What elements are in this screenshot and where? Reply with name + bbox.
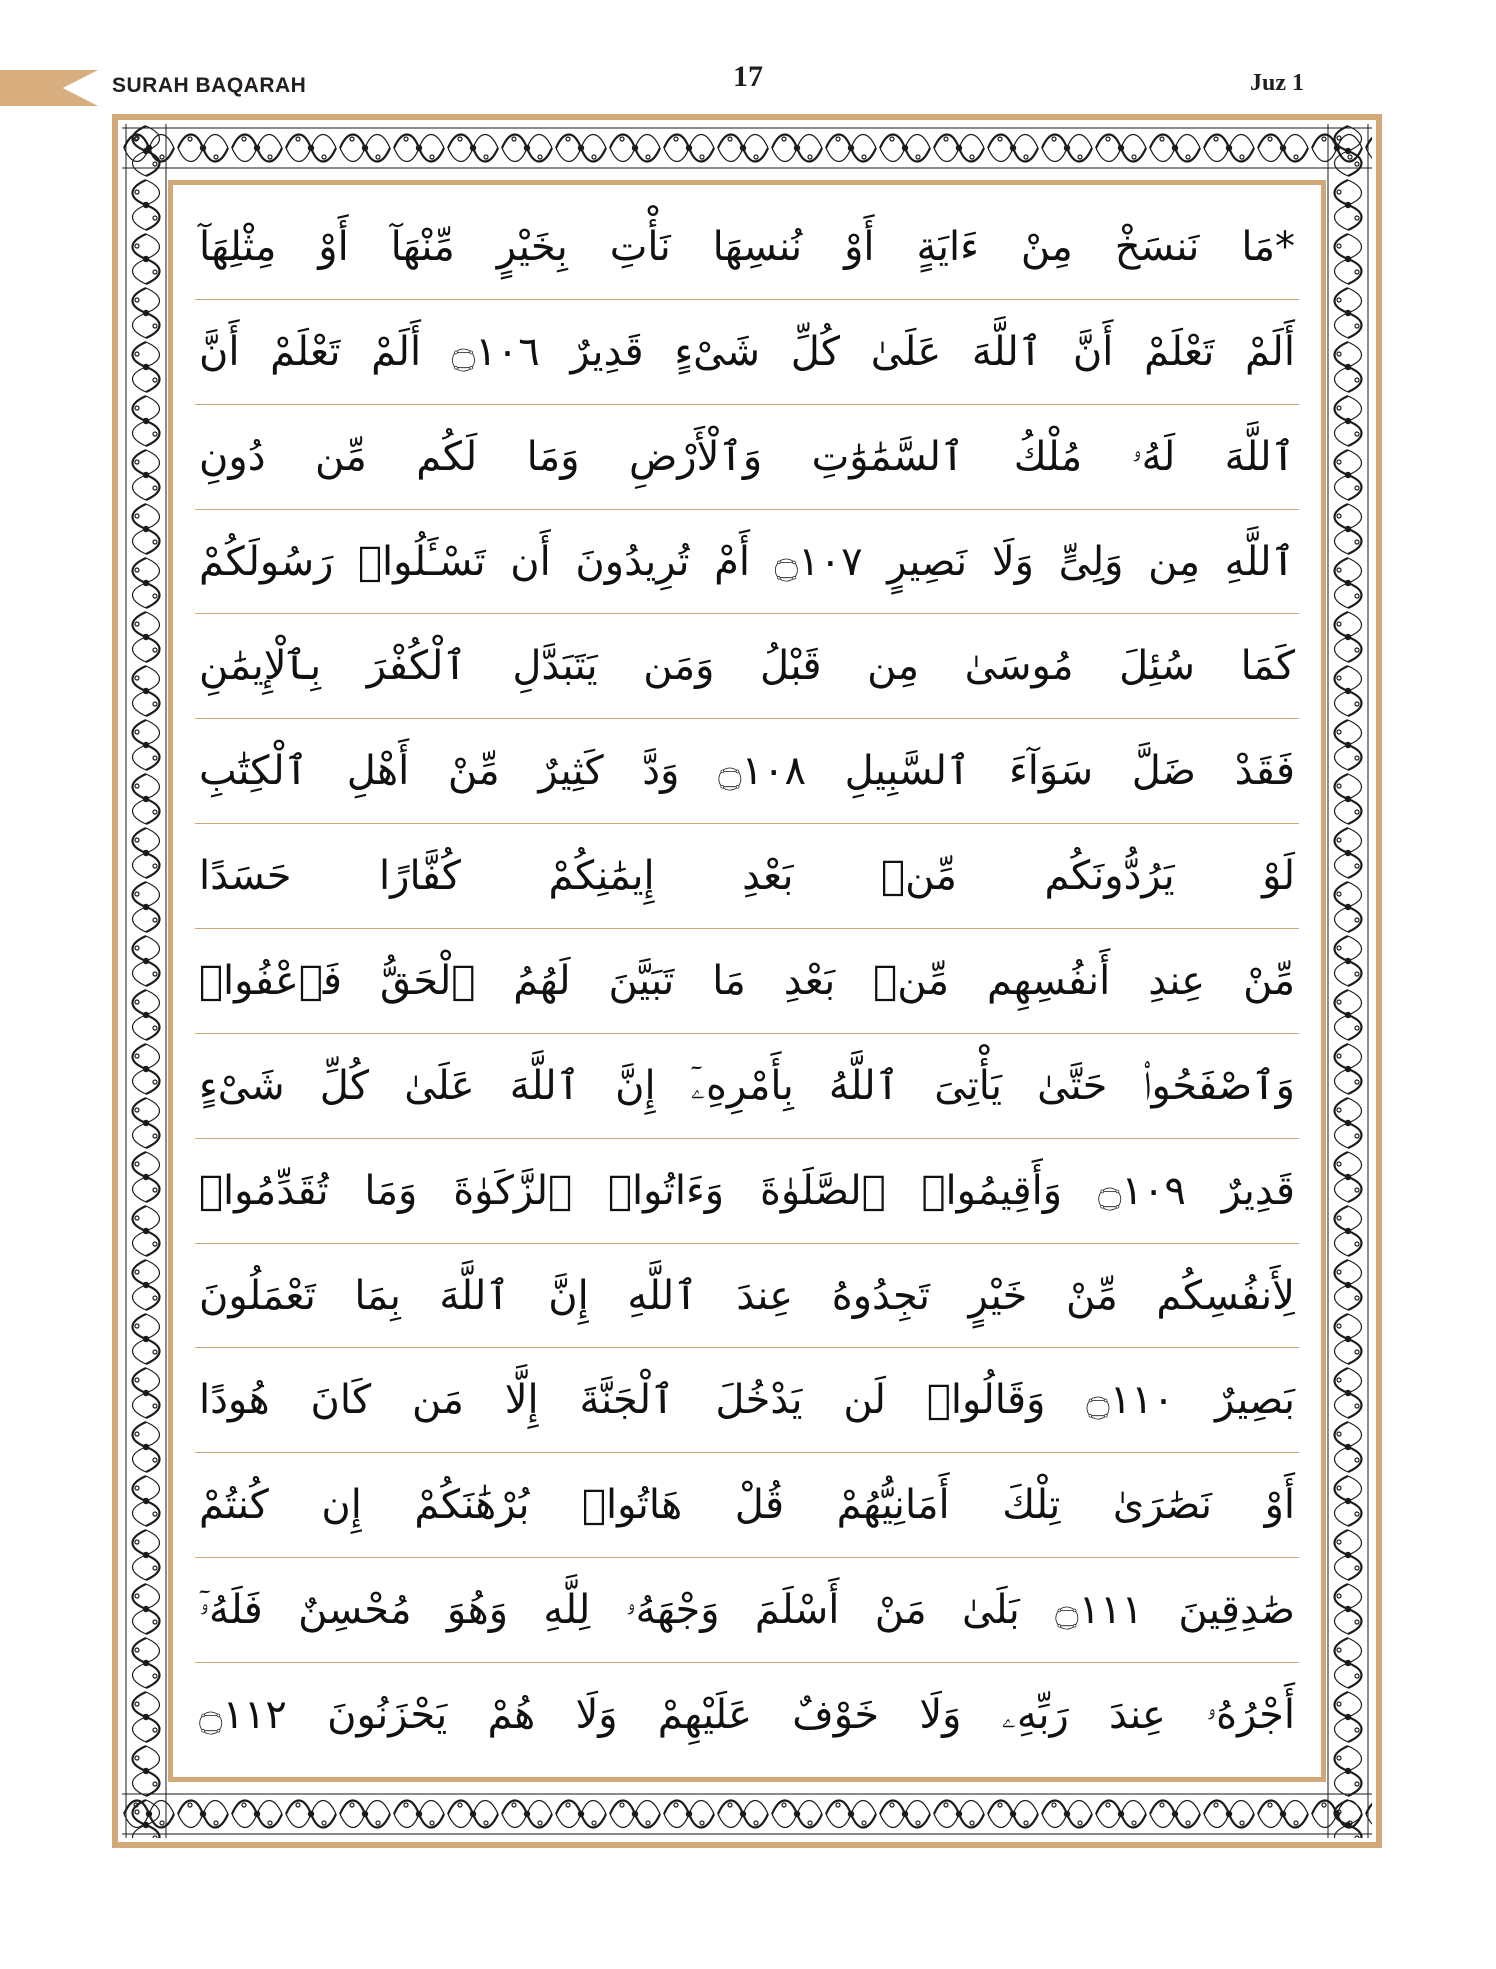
verse-line-text: أَجْرُهُۥ عِندَ رَبِّهِۦ وَلَا خَوْفٌ عَلَيْهِمْ وَلَا هُمْ يَحْزَنُونَ ۝١١٢ xyxy=(199,1691,1295,1738)
text-line xyxy=(195,824,1299,929)
text-line xyxy=(195,195,1299,300)
verse-line-text: قَدِيرٌ ۝١٠٩ وَأَقِيمُوا۟ ٱلصَّلَوٰةَ وَءَاتُوا۟ ٱلزَّكَوٰةَ وَمَا تُقَدِّمُوا۟ xyxy=(199,1167,1295,1214)
text-panel xyxy=(168,180,1326,1782)
page-number: 17 xyxy=(733,60,763,93)
text-line xyxy=(195,1034,1299,1139)
quran-text-block xyxy=(195,195,1299,1767)
verse-line-text: أَلَمْ تَعْلَمْ أَنَّ ٱللَّهَ عَلَىٰ كُلِّ شَىْءٍ قَدِيرٌ ۝١٠٦ أَلَمْ تَعْلَمْ أَنَّ xyxy=(199,328,1295,375)
verse-line-text: وَٱصْفَحُوا۟ حَتَّىٰ يَأْتِىَ ٱللَّهُ بِأَمْرِهِۦٓ إِنَّ ٱللَّهَ عَلَىٰ كُلِّ شَىْءٍ xyxy=(199,1062,1295,1109)
verse-line-text: ٱللَّهِ مِن وَلِىٍّ وَلَا نَصِيرٍ ۝١٠٧ أَمْ تُرِيدُونَ أَن تَسْـَٔلُوا۟ رَسُولَكُمْ xyxy=(199,538,1295,585)
verse-line-text: بَصِيرٌ ۝١١٠ وَقَالُوا۟ لَن يَدْخُلَ ٱلْجَنَّةَ إِلَّا مَن كَانَ هُودًا xyxy=(199,1377,1295,1424)
ornament-border-right xyxy=(1324,124,1372,1838)
text-line xyxy=(195,719,1299,824)
text-line xyxy=(195,1663,1299,1767)
text-line xyxy=(195,405,1299,510)
verse-line-text: مِّنْ عِندِ أَنفُسِهِم مِّنۢ بَعْدِ مَا تَبَيَّنَ لَهُمُ ٱلْحَقُّ فَٱعْفُوا۟ xyxy=(199,957,1295,1004)
verse-line-text: لَوْ يَرُدُّونَكُم مِّنۢ بَعْدِ إِيمَٰنِكُمْ كُفَّارًا حَسَدًا xyxy=(199,853,1295,900)
verse-line-text: فَقَدْ ضَلَّ سَوَآءَ ٱلسَّبِيلِ ۝١٠٨ وَدَّ كَثِيرٌ مِّنْ أَهْلِ ٱلْكِتَٰبِ xyxy=(199,748,1295,795)
text-line xyxy=(195,1139,1299,1244)
text-line xyxy=(195,1453,1299,1558)
ornament-border-bottom xyxy=(122,1790,1372,1838)
ornament-border-top xyxy=(122,124,1372,172)
text-line xyxy=(195,929,1299,1034)
text-line xyxy=(195,1558,1299,1663)
juz-label: Juz 1 xyxy=(1250,70,1304,96)
surah-name: SURAH BAQARAH xyxy=(112,74,307,97)
ornament-border-left xyxy=(122,124,170,1838)
text-line xyxy=(195,1348,1299,1453)
verse-line-text: كَمَا سُئِلَ مُوسَىٰ مِن قَبْلُ وَمَن يَتَبَدَّلِ ٱلْكُفْرَ بِٱلْإِيمَٰنِ xyxy=(199,643,1295,690)
text-line xyxy=(195,510,1299,615)
verse-line-text: صَٰدِقِينَ ۝١١١ بَلَىٰ مَنْ أَسْلَمَ وَجْهَهُۥ لِلَّهِ وَهُوَ مُحْسِنٌ فَلَهُۥٓ xyxy=(199,1587,1295,1634)
verse-line-text: ٱللَّهَ لَهُۥ مُلْكُ ٱلسَّمَٰوَٰتِ وَٱلْأَرْضِ وَمَا لَكُم مِّن دُونِ xyxy=(199,433,1295,480)
verse-line-text: أَوْ نَصَٰرَىٰ تِلْكَ أَمَانِيُّهُمْ قُلْ هَاتُوا۟ بُرْهَٰنَكُمْ إِن كُنتُمْ xyxy=(199,1482,1295,1529)
text-line xyxy=(195,614,1299,719)
text-line xyxy=(195,300,1299,405)
verse-line-text: *مَا نَنسَخْ مِنْ ءَايَةٍ أَوْ نُنسِهَا نَأْتِ بِخَيْرٍ مِّنْهَآ أَوْ مِثْلِهَآ xyxy=(199,223,1295,270)
verse-line-text: لِأَنفُسِكُم مِّنْ خَيْرٍ تَجِدُوهُ عِندَ ٱللَّهِ إِنَّ ٱللَّهَ بِمَا تَعْمَلُونَ xyxy=(199,1272,1295,1319)
page-frame xyxy=(112,114,1382,1848)
text-line xyxy=(195,1244,1299,1349)
